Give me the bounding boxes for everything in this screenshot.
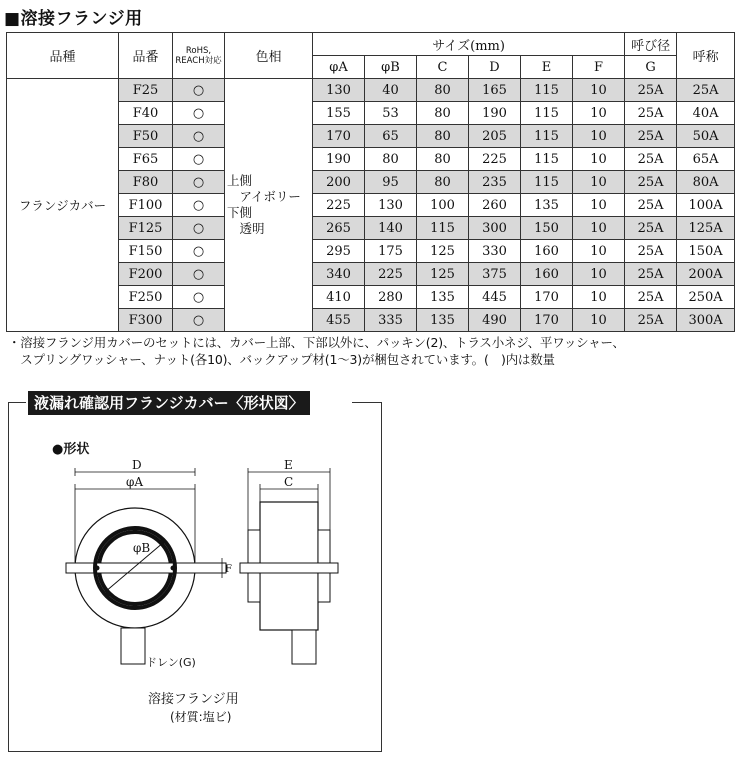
part-no-cell: F25: [119, 79, 173, 102]
part-no-cell: F200: [119, 263, 173, 286]
note-line-2: スプリングワッシャー、ナット(各10)、バックアップ材(1～3)が梱包されています。( )内は数量: [8, 352, 555, 367]
c-cell: 115: [417, 217, 469, 240]
pipe: [66, 563, 226, 573]
d-cell: 445: [469, 286, 521, 309]
phi-b-cell: 53: [365, 102, 417, 125]
part-no-cell: F50: [119, 125, 173, 148]
e-cell: 135: [521, 194, 573, 217]
rohs-cell: ○: [173, 217, 225, 240]
g-cell: 25A: [625, 148, 677, 171]
e-cell: 150: [521, 217, 573, 240]
phi-b-cell: 130: [365, 194, 417, 217]
f-cell: 10: [573, 171, 625, 194]
phi-a-cell: 170: [313, 125, 365, 148]
e-cell: 160: [521, 240, 573, 263]
note-line-1: ・溶接フランジ用カバーのセットには、カバー上部、下部以外に、パッキン(2)、トラス小ネジ、平ワッシャー、: [8, 335, 625, 350]
rohs-cell: ○: [173, 148, 225, 171]
e-cell: 160: [521, 263, 573, 286]
f-cell: 10: [573, 240, 625, 263]
color-cell: [225, 79, 313, 332]
drawing-caption: 溶接フランジ用: [148, 692, 239, 707]
designation-cell: 250A: [677, 286, 735, 309]
designation-cell: 65A: [677, 148, 735, 171]
d-cell: 300: [469, 217, 521, 240]
label-phi-a: φA: [126, 475, 144, 489]
f-cell: 10: [573, 286, 625, 309]
phi-a-cell: 155: [313, 102, 365, 125]
rohs-cell: ○: [173, 263, 225, 286]
side-pipe: [240, 563, 338, 573]
header-rohs: [173, 33, 225, 79]
c-cell: 100: [417, 194, 469, 217]
header-g: G: [625, 56, 677, 79]
f-cell: 10: [573, 194, 625, 217]
label-phi-b: φB: [133, 541, 151, 555]
phi-b-cell: 140: [365, 217, 417, 240]
header-f: F: [573, 56, 625, 79]
header-nominal-group: 呼び径: [625, 33, 677, 56]
d-cell: 375: [469, 263, 521, 286]
header-phi-a: φA: [313, 56, 365, 79]
bolt-dot: [106, 592, 111, 597]
header-phi-b: φB: [365, 56, 417, 79]
g-cell: 25A: [625, 79, 677, 102]
note: [8, 334, 738, 368]
e-cell: 115: [521, 79, 573, 102]
header-rohs-line1: RoHS,: [185, 45, 212, 56]
phi-b-cell: 225: [365, 263, 417, 286]
c-cell: 135: [417, 286, 469, 309]
c-cell: 135: [417, 309, 469, 332]
label-e: E: [284, 458, 293, 472]
bolt-dot: [133, 605, 138, 610]
g-cell: 25A: [625, 309, 677, 332]
part-no-cell: F150: [119, 240, 173, 263]
drawing-material: (材質:塩ビ): [170, 710, 232, 724]
side-drain: [292, 630, 316, 664]
g-cell: 25A: [625, 217, 677, 240]
g-cell: 25A: [625, 102, 677, 125]
shape-label: ●形状: [52, 442, 90, 457]
g-cell: 25A: [625, 240, 677, 263]
e-cell: 115: [521, 102, 573, 125]
rohs-cell: ○: [173, 79, 225, 102]
designation-cell: 125A: [677, 217, 735, 240]
d-cell: 190: [469, 102, 521, 125]
color-line: 透明: [227, 221, 265, 236]
f-cell: 10: [573, 79, 625, 102]
c-cell: 80: [417, 79, 469, 102]
header-kind: 品種: [7, 33, 119, 79]
e-cell: 115: [521, 125, 573, 148]
header-size-group: サイズ(mm): [313, 33, 625, 56]
d-cell: 490: [469, 309, 521, 332]
label-c: C: [284, 475, 294, 489]
front-view: [66, 458, 232, 664]
phi-a-cell: 340: [313, 263, 365, 286]
color-line: アイボリー: [227, 189, 301, 204]
part-no-cell: F300: [119, 309, 173, 332]
rohs-cell: ○: [173, 125, 225, 148]
designation-cell: 50A: [677, 125, 735, 148]
part-no-cell: F65: [119, 148, 173, 171]
designation-cell: 100A: [677, 194, 735, 217]
f-cell: 10: [573, 148, 625, 171]
diagram-title: 液漏れ確認用フランジカバー〈形状図〉: [28, 391, 310, 415]
table-row: [7, 79, 735, 102]
f-cell: 10: [573, 217, 625, 240]
c-cell: 80: [417, 102, 469, 125]
phi-b-cell: 280: [365, 286, 417, 309]
c-cell: 125: [417, 263, 469, 286]
header-rohs-line2: REACH対応: [175, 55, 222, 66]
label-f: F: [225, 564, 232, 575]
c-cell: 80: [417, 125, 469, 148]
rohs-cell: ○: [173, 102, 225, 125]
designation-cell: 200A: [677, 263, 735, 286]
phi-b-cell: 65: [365, 125, 417, 148]
e-cell: 115: [521, 148, 573, 171]
color-line: 下側: [227, 205, 253, 220]
phi-a-cell: 190: [313, 148, 365, 171]
designation-cell: 80A: [677, 171, 735, 194]
rohs-cell: ○: [173, 286, 225, 309]
kind-cell: フランジカバー: [7, 79, 119, 332]
header-color: 色相: [225, 33, 313, 79]
phi-a-cell: 265: [313, 217, 365, 240]
part-no-cell: F80: [119, 171, 173, 194]
designation-cell: 300A: [677, 309, 735, 332]
phi-b-cell: 80: [365, 148, 417, 171]
header-c: C: [417, 56, 469, 79]
part-no-cell: F125: [119, 217, 173, 240]
color-line: 上側: [227, 173, 253, 188]
bolt-dot: [133, 527, 138, 532]
part-no-cell: F100: [119, 194, 173, 217]
phi-a-cell: 455: [313, 309, 365, 332]
designation-cell: 25A: [677, 79, 735, 102]
g-cell: 25A: [625, 263, 677, 286]
header-d: D: [469, 56, 521, 79]
phi-b-cell: 40: [365, 79, 417, 102]
label-d: D: [132, 458, 142, 472]
d-cell: 235: [469, 171, 521, 194]
phi-b-cell: 335: [365, 309, 417, 332]
g-cell: 25A: [625, 171, 677, 194]
e-cell: 115: [521, 171, 573, 194]
e-cell: 170: [521, 309, 573, 332]
phi-b-cell: 95: [365, 171, 417, 194]
phi-a-cell: 295: [313, 240, 365, 263]
spec-table: [6, 32, 735, 332]
header-part-no: 品番: [119, 33, 173, 79]
bolt-dot: [171, 566, 176, 571]
c-cell: 80: [417, 148, 469, 171]
header-designation: 呼称: [677, 33, 735, 79]
part-no-cell: F40: [119, 102, 173, 125]
rohs-cell: ○: [173, 240, 225, 263]
g-cell: 25A: [625, 286, 677, 309]
d-cell: 205: [469, 125, 521, 148]
bolt-dot: [95, 566, 100, 571]
drain-label: ドレン(G): [146, 656, 196, 669]
c-cell: 125: [417, 240, 469, 263]
phi-a-cell: 200: [313, 171, 365, 194]
phi-a-cell: 225: [313, 194, 365, 217]
rohs-cell: ○: [173, 171, 225, 194]
g-cell: 25A: [625, 125, 677, 148]
c-cell: 80: [417, 171, 469, 194]
f-cell: 10: [573, 125, 625, 148]
designation-cell: 40A: [677, 102, 735, 125]
f-cell: 10: [573, 309, 625, 332]
g-cell: 25A: [625, 194, 677, 217]
rohs-cell: ○: [173, 194, 225, 217]
phi-a-cell: 130: [313, 79, 365, 102]
designation-cell: 150A: [677, 240, 735, 263]
d-cell: 260: [469, 194, 521, 217]
side-view: [240, 458, 338, 664]
f-cell: 10: [573, 102, 625, 125]
e-cell: 170: [521, 286, 573, 309]
d-cell: 165: [469, 79, 521, 102]
f-cell: 10: [573, 263, 625, 286]
phi-b-cell: 175: [365, 240, 417, 263]
section-title: ■溶接フランジ用: [4, 9, 143, 29]
header-e: E: [521, 56, 573, 79]
rohs-cell: ○: [173, 309, 225, 332]
d-cell: 225: [469, 148, 521, 171]
part-no-cell: F250: [119, 286, 173, 309]
d-cell: 330: [469, 240, 521, 263]
phi-a-cell: 410: [313, 286, 365, 309]
drain-pipe: [121, 628, 145, 664]
